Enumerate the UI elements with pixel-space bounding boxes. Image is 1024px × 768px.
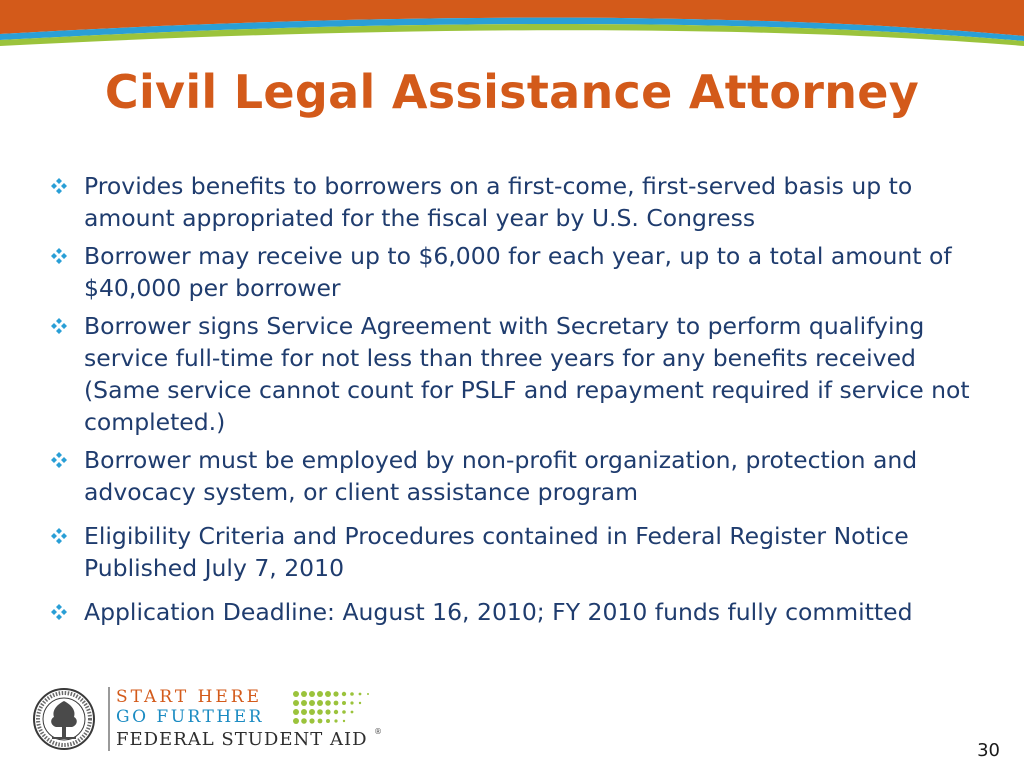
bullet-item [46, 520, 986, 584]
bullet-item [46, 170, 986, 234]
top-banner [0, 0, 1024, 50]
diamond-bullet-icon [50, 317, 68, 335]
department-of-education-seal-icon [32, 687, 96, 751]
diamond-bullet-icon [50, 177, 68, 195]
bullet-text: Borrower may receive up to $6,000 for each year, up to a total amount of $40,000 per borrower [84, 242, 952, 302]
bullet-text: Application Deadline: August 16, 2010; FY 2010 funds fully committed [84, 598, 913, 626]
bullet-text: Provides benefits to borrowers on a first-come, first-served basis up to amount appropriated for the fiscal year by U.S. Congress [84, 172, 913, 232]
bullet-item [46, 240, 986, 304]
dot-grid-icon [292, 689, 382, 729]
logo-wordmark [116, 683, 382, 755]
page-number: 30 [977, 740, 1000, 761]
diamond-bullet-icon [50, 247, 68, 265]
slide-title: Civil Legal Assistance Attorney [104, 65, 920, 119]
logo-start-here: START HERE [116, 687, 263, 707]
bullet-text: Borrower signs Service Agreement with Secretary to perform qualifying service full-time for not less than three years for any benefits received (Same service cannot count for PSLF and repayment required if service not completed.) [84, 312, 970, 436]
bullet-item [46, 310, 986, 438]
diamond-bullet-icon [50, 527, 68, 545]
diamond-bullet-icon [50, 451, 68, 469]
registered-mark: ® [374, 727, 382, 736]
bullet-text: Eligibility Criteria and Procedures contained in Federal Register Notice Published July 7, 2010 [84, 522, 909, 582]
logo-federal-student-aid: FEDERAL STUDENT AID [116, 729, 368, 750]
bullet-item [46, 596, 986, 628]
federal-student-aid-logo [32, 683, 382, 755]
bullet-text: Borrower must be employed by non-profit organization, protection and advocacy system, or client assistance program [84, 446, 918, 506]
bullet-list [46, 170, 986, 628]
bullet-item [46, 444, 986, 508]
logo-go-further: GO FURTHER [116, 707, 264, 727]
logo-divider [108, 687, 110, 751]
diamond-bullet-icon [50, 603, 68, 621]
